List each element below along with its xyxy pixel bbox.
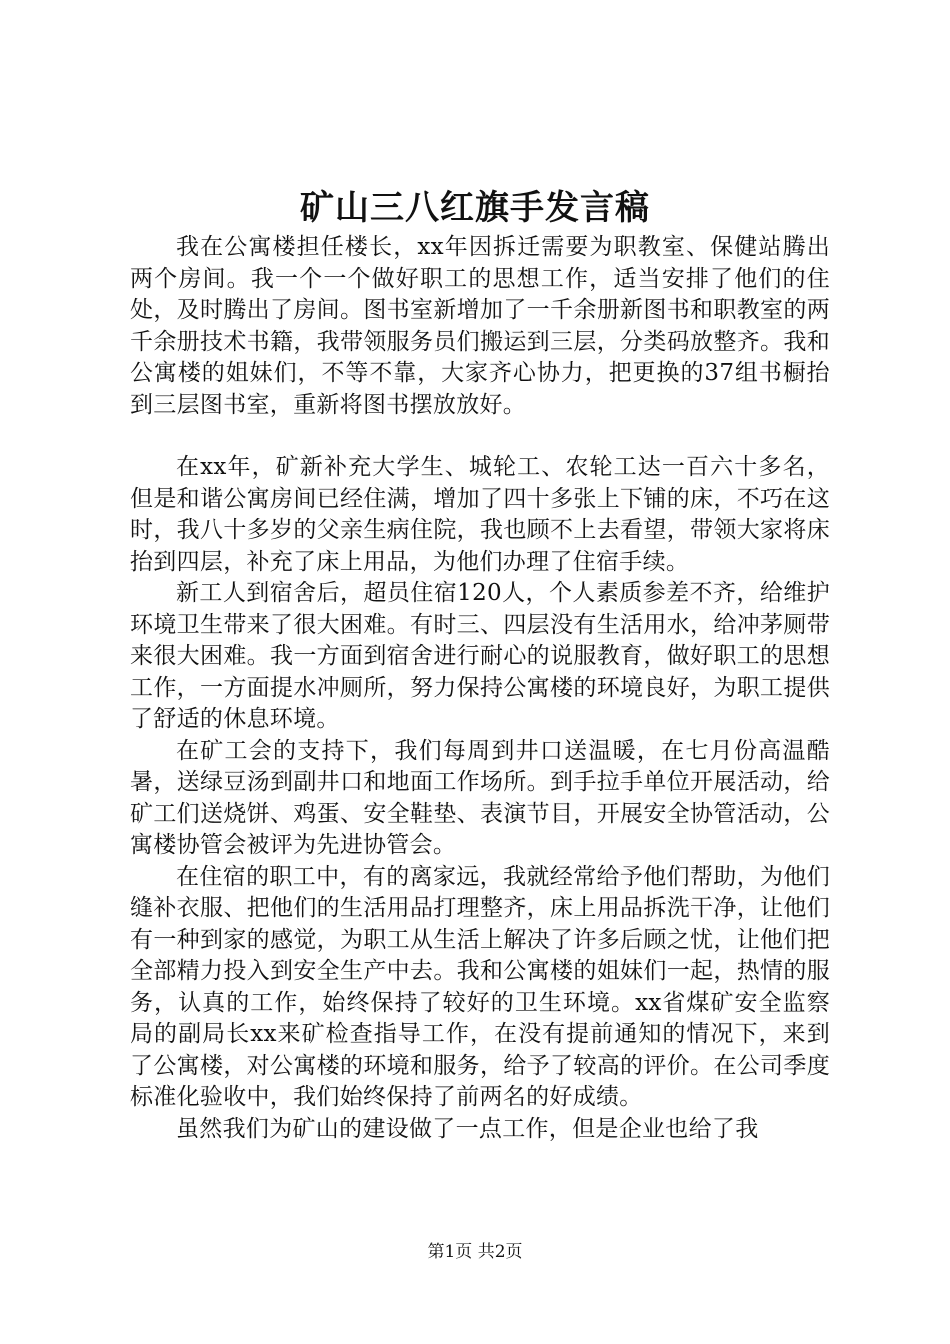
paragraph-3: 新工人到宿舍后，超员住宿120人，个人素质参差不齐，给维护环境卫生带来了很大困难。有时三、四层没有生活用水，给冲茅厕带来很大困难。我一方面到宿舍进行耐心的说服教育，做好职工的思想工作，一方面提水冲厕所，努力保持公寓楼的环境良好，为职工提供了舒适的休息环境。 [130, 580, 830, 732]
paragraph-2: 在xx年，矿新补充大学生、城轮工、农轮工达一百六十多名，但是和谐公寓房间已经住满，增加了四十多张上下铺的床，不巧在这时，我八十多岁的父亲生病住院，我也顾不上去看望，带领大家将床抬到四层，补充了床上用品，为他们办理了住宿手续。 [130, 454, 830, 575]
paragraph-4: 在矿工会的支持下，我们每周到井口送温暖，在七月份高温酷暑，送绿豆汤到副井口和地面工作场所。到手拉手单位开展活动，给矿工们送烧饼、鸡蛋、安全鞋垫、表演节目，开展安全协管活动，公寓楼协管会被评为先进协管会。 [130, 737, 830, 858]
document-title: 矿山三八红旗手发言稿 [300, 188, 650, 228]
paragraph-5: 在住宿的职工中，有的离家远，我就经常给予他们帮助，为他们缝补衣服、把他们的生活用品打理整齐，床上用品拆洗干净，让他们有一种到家的感觉，为职工从生活上解决了许多后顾之忧，让他们把全部精力投入到安全生产中去。我和公寓楼的姐妹们一起，热情的服务，认真的工作，始终保持了较好的卫生环境。xx省煤矿安全监察局的副局长xx来矿检查指导工作，在没有提前通知的情况下，来到了公寓楼，对公寓楼的环境和服务，给予了较高的评价。在公司季度标准化验收中，我们始终保持了前两名的好成绩。 [130, 863, 830, 1110]
paragraph-6: 虽然我们为矿山的建设做了一点工作，但是企业也给了我 [176, 1115, 759, 1142]
paragraph-1: 我在公寓楼担任楼长，xx年因拆迁需要为职教室、保健站腾出两个房间。我一个一个做好职工的思想工作，适当安排了他们的住处，及时腾出了房间。图书室新增加了一千余册新图书和职教室的两千余册技术书籍，我带领服务员们搬运到三层，分类码放整齐。我和公寓楼的姐妹们，不等不靠，大家齐心协力，把更换的37组书橱抬到三层图书室，重新将图书摆放放好。 [130, 234, 830, 418]
document-body [130, 232, 830, 1145]
page-number-footer: 第1页 共2页 [427, 1242, 523, 1262]
